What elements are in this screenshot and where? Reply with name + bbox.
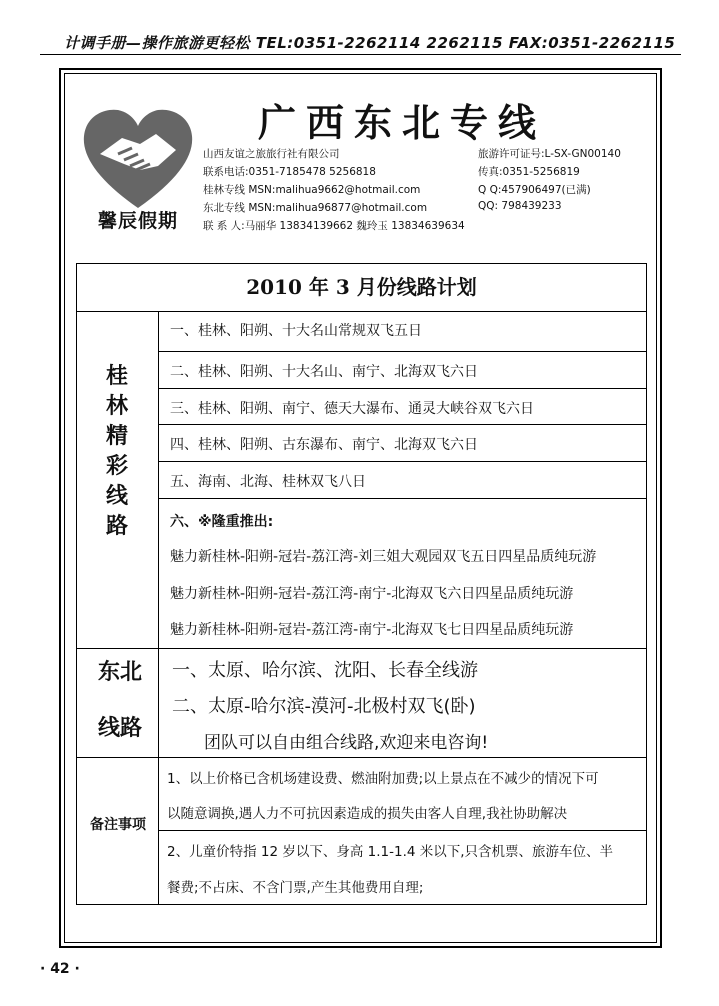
dongbei-route-1: 一、太原、哈尔滨、沈阳、长春全线游 — [172, 660, 478, 681]
dongbei-msn: 东北专线 MSN:malihua96877@hotmail.com — [203, 202, 428, 214]
table-title: 2010 年 3 月份线路计划 — [246, 275, 477, 299]
guilin-msn: 桂林专线 MSN:malihua9662@hotmail.com — [203, 184, 421, 196]
table-divider — [76, 311, 647, 312]
featured-route-1: 魅力新桂林-阳朔-冠岩-荔江湾-刘三姐大观园双飞五日四星品质纯玩游 — [170, 549, 597, 565]
note-line-1: 1、以上价格已含机场建设费、燃油附加费;以上景点在不减少的情况下可 — [167, 771, 599, 787]
note-line-2: 以随意调换,遇人力不可抗因素造成的损失由客人自理,我社协助解决 — [167, 806, 568, 822]
guilin-route-3: 三、桂林、阳朔、南宁、德天大瀑布、通灵大峡谷双飞六日 — [170, 401, 534, 417]
agency-fax: 传真:0351-5256819 — [478, 166, 580, 178]
table-divider — [158, 461, 647, 462]
table-column-divider — [158, 757, 159, 905]
brand-logo-text: 馨辰假期 — [97, 210, 178, 232]
featured-route-3: 魅力新桂林-阳朔-冠岩-荔江湾-南宁-北海双飞七日四星品质纯玩游 — [170, 622, 574, 638]
table-divider — [158, 388, 647, 389]
featured-route-2: 魅力新桂林-阳朔-冠岩-荔江湾-南宁-北海双飞六日四星品质纯玩游 — [170, 586, 574, 602]
agency-contacts: 联 系 人:马丽华 13834139662 魏玲玉 13834639634 — [203, 220, 465, 232]
table-column-divider — [158, 311, 159, 648]
guilin-route-4: 四、桂林、阳朔、古东瀑布、南宁、北海双飞六日 — [170, 437, 478, 453]
table-divider — [76, 757, 647, 758]
dongbei-label-line-1: 东北 — [97, 660, 142, 685]
header-divider — [40, 54, 681, 55]
notes-label: 备注事项 — [90, 817, 146, 833]
guilin-section-label: 桂林精彩线路 — [105, 364, 128, 539]
table-divider — [158, 424, 647, 425]
dongbei-note: 团队可以自由组合线路,欢迎来电咨询! — [204, 733, 489, 753]
table-divider — [76, 648, 647, 649]
table-divider — [158, 351, 647, 352]
note-line-3: 2、儿童价特指 12 岁以下、身高 1.1-1.4 米以下,只含机票、旅游车位、半 — [167, 844, 614, 860]
agency-qq-2: QQ: 798439233 — [478, 200, 562, 212]
dongbei-route-2: 二、太原-哈尔滨-漠河-北极村双飞(卧) — [172, 696, 476, 717]
note-line-4: 餐费;不占床、不含门票,产生其他费用自理; — [167, 880, 424, 896]
table-divider — [158, 830, 647, 831]
guilin-route-1: 一、桂林、阳朔、十大名山常规双飞五日 — [170, 323, 422, 339]
agency-license: 旅游许可证号:L-SX-GN00140 — [478, 148, 621, 160]
guilin-route-2: 二、桂林、阳朔、十大名山、南宁、北海双飞六日 — [170, 364, 478, 380]
page-title: 广西东北专线 — [258, 100, 547, 145]
guilin-route-5: 五、海南、北海、桂林双飞八日 — [170, 474, 366, 490]
page-number: · 42 · — [40, 961, 80, 977]
dongbei-label-line-2: 线路 — [97, 716, 142, 741]
agency-name: 山西友谊之旅旅行社有限公司 — [203, 148, 340, 160]
table-divider — [158, 498, 647, 499]
agency-qq-1: Q Q:457906497(已满) — [478, 184, 591, 196]
running-header: 计调手册—操作旅游更轻松 TEL:0351-2262114 2262115 FAX:0351-2262115 — [64, 34, 676, 52]
featured-heading: 六、※隆重推出: — [170, 514, 274, 530]
table-column-divider — [158, 648, 159, 757]
heart-handshake-icon — [78, 104, 198, 214]
agency-phone: 联系电话:0351-7185478 5256818 — [203, 166, 376, 178]
